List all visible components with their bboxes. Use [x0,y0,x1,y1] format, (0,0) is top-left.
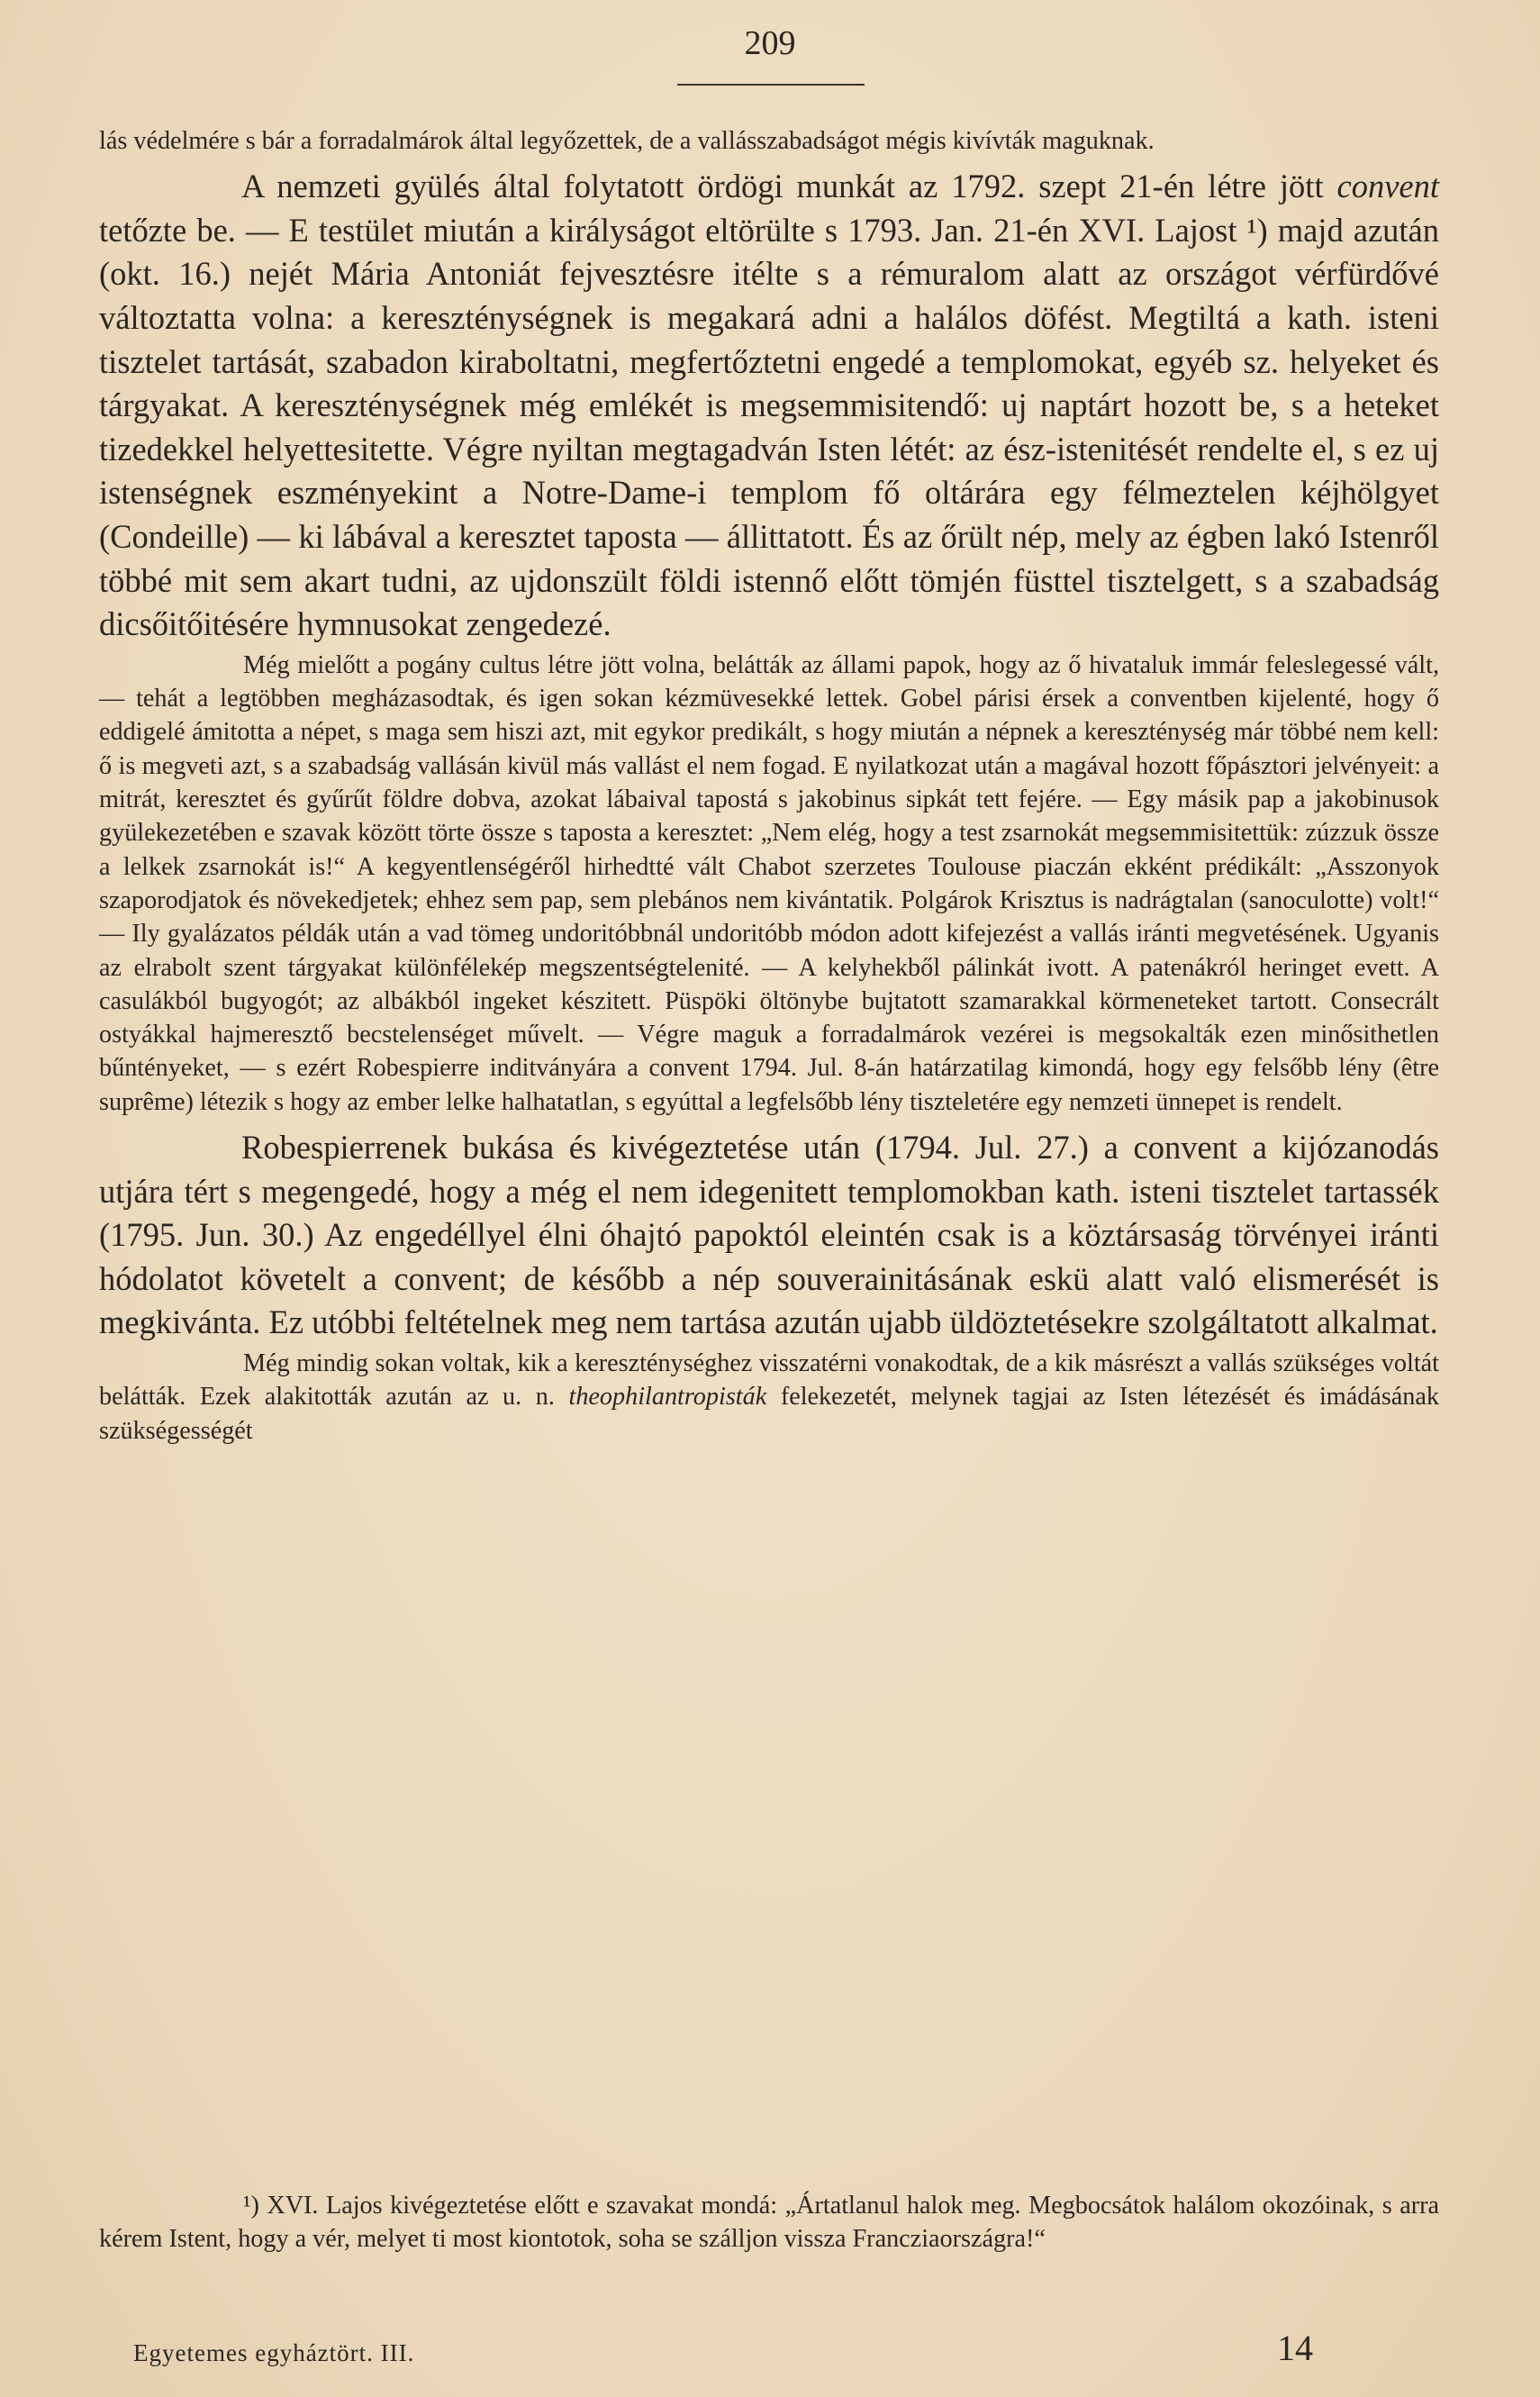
paragraph-theophilantropists [99,1347,1439,1448]
paragraph-theo-text-1: Még mindig sokan voltak, kik a kereszténységhez visszatérni vonakodtak, de a kik másrészt a vallás szükséges voltát belátták. Ezek alakitották azután az u. n. [99,1348,1439,1412]
term-convent: convent [1336,168,1439,205]
paragraph-theo-text-2: felekezetét, melynek tagjai az Isten létezését és imádásának szükségességét [99,1383,1439,1445]
paragraph-robespierre: Robespierrenek bukása és kivégeztetése után (1794. Jul. 27.) a convent a kijózanodás utjára tért s megengedé, hogy a még el nem idegenitett templomokban kath. isteni tisztelet tartassék (1795. Jun. 30.) Az engedéllyel élni óhajtó papoktól eleintén csak is a köztársaság törvényei iránti hódolatot követelt a convent; de később a nép souverainitásának eskü alatt való elismerését is megkivánta. Ez utóbbi feltételnek meg nem tartása azután ujabb üldöztetésekre szolgáltatott alkalmat. [99,1128,1439,1341]
header-rule [677,84,865,86]
paragraph-convent-text-2: tetőzte be. — E testület miután a királyságot eltörülte s 1793. Jan. 21-én XVI. Lajost ¹) majd azután (okt. 16.) nejét Mária Antoniát fejvesztésre itélte s a rémuralom alatt az országot vérfürdővé változtatta volna: a kereszténységnek is megakará adni a halálos döfést. Megtiltá a kath. isteni tisztelet tartását, szabadon kiraboltatni, megfertőztetni engedé a templomokat, egyéb sz. helyeket és tárgyakat. A kereszténységnek még emlékét is megsemmisitendő: uj naptárt hozott be, s a heteket tizedekkel helyettesitette. Végre nyiltan megtagadván Isten létét: az ész-istenitését rendelte el, s ez uj istenségnek eszményekint a Notre-Dame-i templom fő oltárára egy félmeztelen kéjhölgyet (Condeille) — ki lábával a keresztet taposta — állittatott. És az őrült nép, mely az égben lakó Istenről többé mit sem akart tudni, az ujdonszült földi istennő előtt tömjén füsttel tisztelgett, s a szabadság dicsőitőitésére hymnusokat zengedezé. [99,211,1439,643]
page-header [0,23,1540,63]
page-number: 209 [744,24,796,62]
paragraph-convent [99,165,1439,647]
paragraph-convent-text-1: A nemzeti gyülés által folytatott ördögi munkát az 1792. szept 21-én létre jött [241,168,1337,205]
paragraph-small-print: Még mielőtt a pogány cultus létre jött volna, belátták az állami papok, hogy az ő hivataluk immár feleslegessé vált, — tehát a legtöbben megházasodtak, és igen sokan kézmüvesekké lettek. Gobel párisi érsek a conventben kijelenté, hogy ő eddigelé ámitotta a népet, s maga sem hiszi azt, mit egykor predikált, s hogy miután a népnek a kereszténység már többé nem kell: ő is megveti azt, s a szabadság vallásán kivül más vallást el nem fogad. E nyilatkozat után a magával hozott főpásztori jelvényeit: a mitrát, keresztet és gyűrűt földre dobva, azokat lábaival tapostá s jakobinus sipkát tett fejére. — Egy másik pap a jakobinusok gyülekezetében e szavak között törte össze s taposta a keresztet: „Nem elég, hogy a test zsarnokát megsemmisitettük: zúzzuk össze a lelkek zsarnokát is!“ A kegyentlenségéről hirhedtté vált Chabot szerzetes Toulouse piaczán ekként prédikált: „Asszonyok szaporodjatok és növekedjetek; ehhez sem pap, sem plebános nem kivántatik. Polgárok Krisztus is nadrágtalan (sanoculotte) volt!“ — Ily gyalázatos példák után a vad tömeg undoritóbbnál undoritóbb módon adott kifejezést a vallás iránti megvetésének. Ugyanis az elrabolt szent tárgyakat különfélekép megszentségtelenité. — A kelyhekből pálinkát ivott. A patenákról heringet evett. A casulákból bugyogót; az albákból ingeket készitett. Püspöki öltönybe bujtatott szamarakkal körmeneteket tartott. Consecrált ostyákkal hajmeresztő becstelenséget művelt. — Végre maguk a forradalmárok vezérei is megsokalták ezen minősithetlen bűntényeket, — s ezért Robespierre inditványára a convent 1794. Jul. 8-án határzatilag kimondá, hogy egy felsőbb lény (être suprême) létezik s hogy az ember lelke halhatatlan, s egyúttal a legfelsőbb lény tiszteletére egy nemzeti ünnepet is rendelt. [99,650,1439,1116]
page-footer [133,2328,1439,2372]
paragraph-continuation: lás védelmére s bár a forradalmárok által legyőzettek, de a vallásszabadságot mégis kivívták maguknak. [99,127,1155,155]
page-body [99,124,1439,1448]
footnotes [99,2189,1439,2256]
sheet-number: 14 [1277,2328,1313,2368]
signature-line: Egyetemes egyháztört. III. [133,2339,415,2366]
term-theophilantropists: theophilantropisták [568,1383,767,1412]
footnote-1: ¹) XVI. Lajos kivégeztetése előtt e szavakat mondá: „Ártatlanul halok meg. Megbocsátok halálom okozóinak, s arra kérem Istent, hogy a vér, melyet ti most kiontotok, soha se szálljon vissza Francziaországra!“ [99,2192,1439,2254]
